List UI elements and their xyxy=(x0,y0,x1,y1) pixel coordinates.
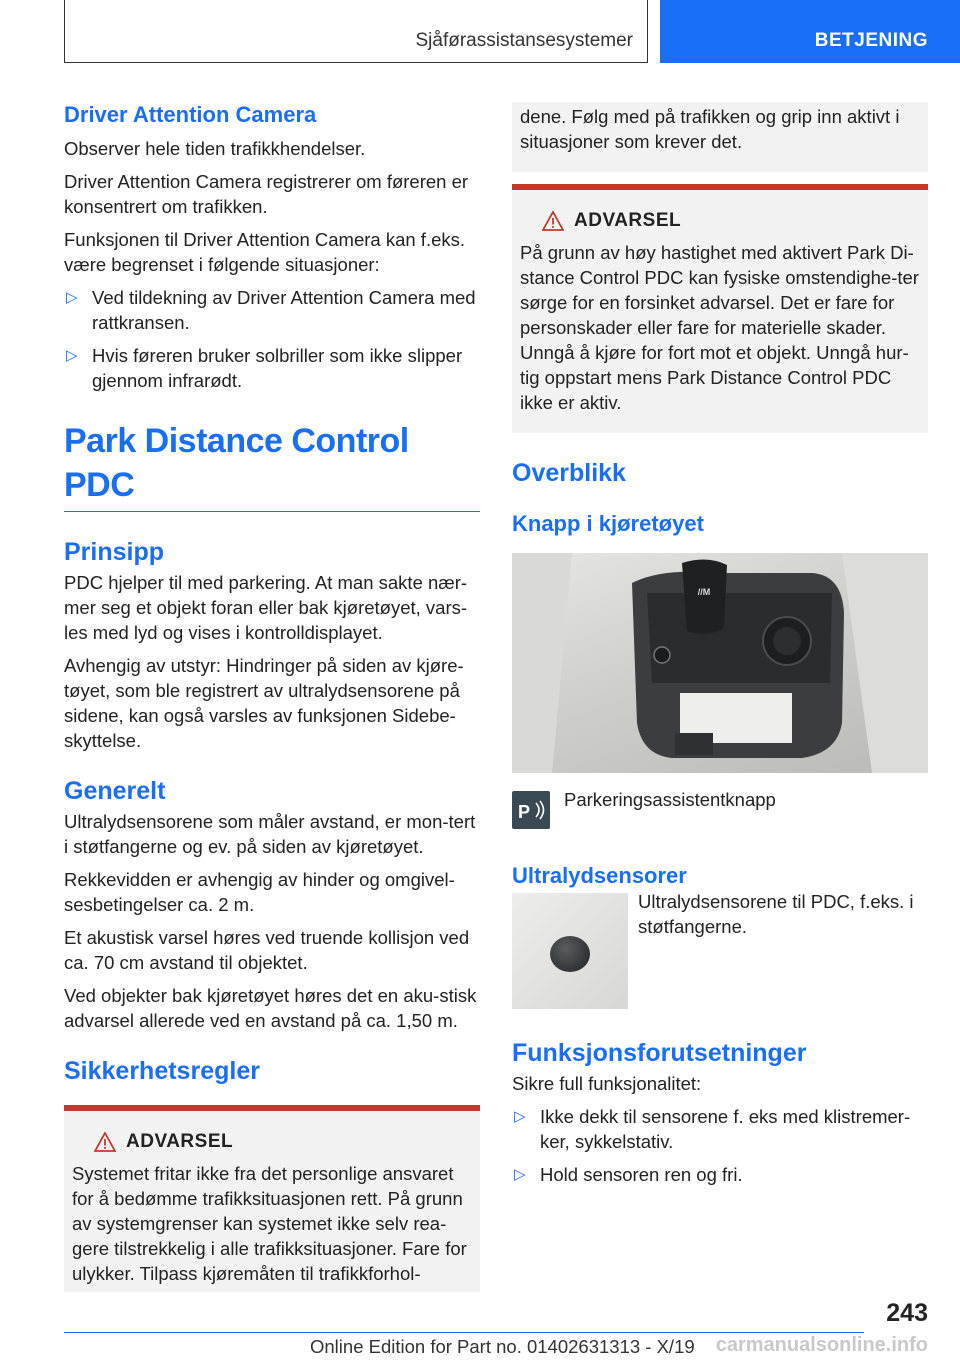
ultralyd-heading: Ultralydsensorer xyxy=(512,863,687,888)
generelt-paragraph-2: Rekkevidden er avhengig av hinder og omgivel-sesbetingelser ca. 2 m. xyxy=(64,869,455,915)
warning-continuation: dene. Følg med på trafikken og grip inn aktivt i situasjoner som krever det. xyxy=(512,102,928,172)
svg-text:P: P xyxy=(518,802,531,822)
warning-2-title: ADVARSEL xyxy=(512,210,928,232)
ultrasonic-sensor-icon xyxy=(550,936,590,972)
overblikk-heading: Overblikk xyxy=(512,459,626,487)
warning-triangle-icon xyxy=(94,1132,116,1152)
warning-box-2 xyxy=(512,184,928,433)
triangle-bullet-icon: ▷ xyxy=(514,1166,526,1183)
left-column xyxy=(64,100,480,1292)
dac-heading: Driver Attention Camera xyxy=(64,102,317,127)
header-tab-label: BETJENING xyxy=(814,30,928,51)
park-assist-caption: Parkeringsassistentknapp xyxy=(564,789,776,810)
ultralyd-row xyxy=(512,893,928,1009)
dac-paragraph-3: Funksjonen til Driver Attention Camera kan f.eks. være begrenset i følgende situasjoner: xyxy=(64,229,466,275)
warning-2-text: På grunn av høy hastighet med aktivert Park Di-stance Control PDC kan fysiske omstendighe-ter sørge for en forsinket advarsel. Det er fare for personskader eller fare for materielle skader. Unngå å kjøre for fort mot et objekt. Unngå hur-tig oppstart mens Park Distance Control PDC ikke er aktiv. xyxy=(520,242,919,413)
funksjon-heading: Funksjonsforutsetninger xyxy=(512,1039,807,1067)
center-console-illustration xyxy=(512,553,928,773)
warning-box xyxy=(64,1105,480,1292)
funksjon-paragraph: Sikre full funksjonalitet: xyxy=(512,1073,702,1094)
ultralyd-text: Ultralydsensorene til PDC, f.eks. i støtfangerne. xyxy=(638,891,914,937)
generelt-paragraph-1: Ultralydsensorene som måler avstand, er mon-tert i støtfangerne og ev. på siden av kjøretøyet. xyxy=(64,811,476,857)
warning-triangle-icon xyxy=(542,211,564,231)
warning-text: Systemet fritar ikke fra det personlige ansvaret for å bedømme trafikksituasjonen rett. På grunn av systemgrenser kan systemet ikke selv rea-gere tilstrekkelig i alle trafikksituasjoner. Fare for ulykker. Tilpass kjøremåten til trafikkforhol- xyxy=(72,1163,467,1284)
header-section-box xyxy=(64,0,648,63)
dac-paragraph-1: Observer hele tiden trafikkhendelser. xyxy=(64,138,366,159)
footer-rule xyxy=(64,1332,864,1333)
generelt-paragraph-4: Ved objekter bak kjøretøyet høres det en aku-stisk advarsel allerede ved en avstand på ca. 1,50 m. xyxy=(64,985,477,1031)
generelt-paragraph-3: Et akustisk varsel høres ved truende kollisjon ved ca. 70 cm avstand til objektet. xyxy=(64,927,470,973)
sikkerhet-heading: Sikkerhetsregler xyxy=(64,1057,260,1085)
center-console-photo xyxy=(512,553,928,773)
sensor-photo xyxy=(512,893,628,1009)
triangle-bullet-icon: ▷ xyxy=(66,347,78,364)
dac-bullet-1: ▷ Ved tildekning av Driver Attention Camera med rattkransen. xyxy=(66,287,476,333)
prinsipp-paragraph-2: Avhengig av utstyr: Hindringer på siden av kjøre-tøyet, som ble registrert av ultralydsensorene på sidene, kan også varsles av funksjonen Sidebe-skyttelse. xyxy=(64,655,464,751)
warning-title: ADVARSEL xyxy=(64,1131,480,1153)
generelt-heading: Generelt xyxy=(64,777,166,805)
prinsipp-heading: Prinsipp xyxy=(64,538,165,566)
svg-text://M: //M xyxy=(697,587,711,597)
caption-row xyxy=(512,791,928,831)
pdc-heading: Park Distance Control PDC xyxy=(64,422,409,504)
header-section-title: Sjåførassistansesystemer xyxy=(415,30,633,51)
funksjon-bullet-1: ▷ Ikke dekk til sensorene f. eks med klistremer-ker, sykkelstativ. xyxy=(514,1106,911,1152)
footer-edition: Online Edition for Part no. 01402631313 - X/19 xyxy=(310,1336,695,1357)
knapp-heading: Knapp i kjøretøyet xyxy=(512,511,704,536)
funksjon-bullet-2: ▷ Hold sensoren ren og fri. xyxy=(514,1164,743,1185)
prinsipp-paragraph-1: PDC hjelper til med parkering. At man sakte nær-mer seg et objekt foran eller bak kjøretøyet, vars-les med lyd og vises i kontrolldisplayet. xyxy=(64,572,468,643)
dac-paragraph-2: Driver Attention Camera registrerer om føreren er konsentrert om trafikken. xyxy=(64,171,469,217)
triangle-bullet-icon: ▷ xyxy=(514,1108,526,1125)
park-assist-button-icon xyxy=(512,791,550,829)
triangle-bullet-icon: ▷ xyxy=(66,289,78,306)
right-column xyxy=(512,102,928,1187)
dac-bullet-2: ▷ Hvis føreren bruker solbriller som ikke slipper gjennom infrarødt. xyxy=(66,345,463,391)
page-number: 243 xyxy=(886,1299,928,1327)
pdc-heading-rule xyxy=(64,511,480,512)
watermark: carmanualsonline.info xyxy=(715,1334,928,1356)
header-tab[interactable] xyxy=(660,0,960,63)
